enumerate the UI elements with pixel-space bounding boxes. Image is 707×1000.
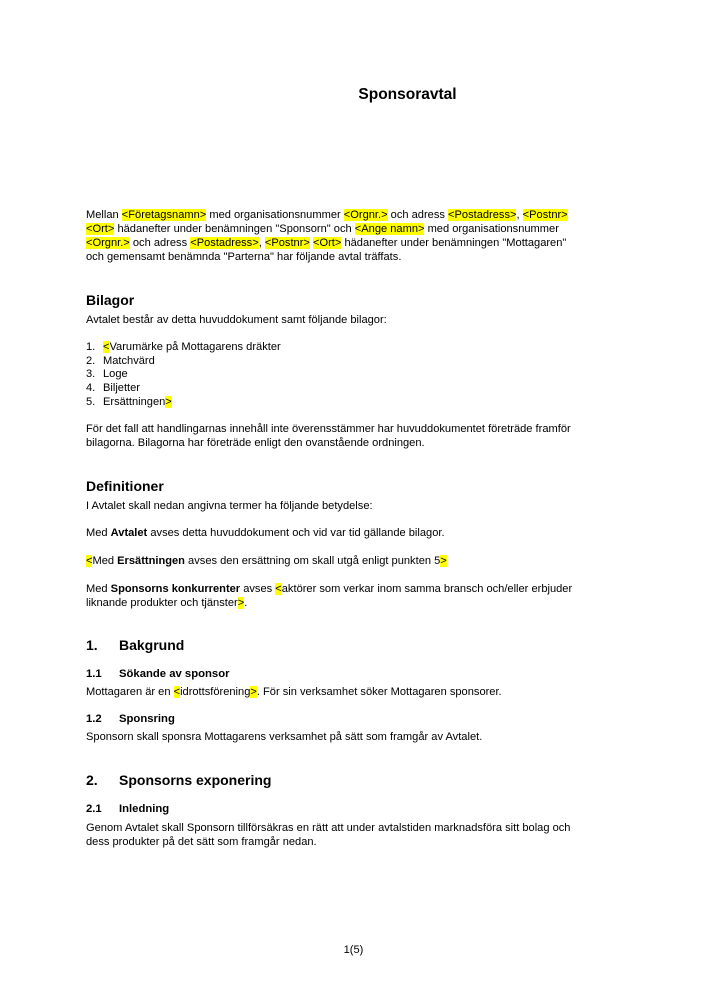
intro-line-1 [86, 208, 568, 222]
intro-text: med organisationsnummer [206, 209, 344, 221]
document-title: Sponsoravtal [358, 86, 457, 103]
subsection-text: Sponsorn skall sponsra Mottagarens verksamhet på sätt som framgår av Avtalet. [86, 731, 483, 743]
placeholder-company-name: <Företagsnamn> [121, 209, 207, 221]
section-number: 1. [86, 637, 98, 653]
list-item-label: Matchvärd [103, 355, 155, 367]
placeholder-address: <Postadress> [190, 237, 259, 249]
placeholder-postnr: <Postnr> [522, 209, 568, 221]
definition-term: Avtalet [110, 527, 148, 539]
intro-line-3 [86, 236, 566, 250]
subsection-heading: Sökande av sponsor [119, 668, 230, 680]
list-item-number: 4. [86, 382, 96, 394]
placeholder-name: <Ange namn> [354, 223, 425, 235]
section-number: 2. [86, 772, 98, 788]
definition-text: Med [86, 583, 111, 595]
intro-text: , [258, 237, 265, 249]
definition-text: avses den ersättning om skall utgå enligt punkten 5 [184, 555, 441, 567]
placeholder-address: <Postadress> [448, 209, 517, 221]
intro-text: med organisationsnummer [424, 223, 559, 235]
subsection-number: 1.1 [86, 668, 102, 680]
bilagor-intro: Avtalet består av detta huvuddokument samt följande bilagor: [86, 314, 387, 326]
intro-text: hädanefter under benämningen "Sponsorn" och [114, 223, 355, 235]
placeholder-text: idrottsförening [180, 686, 251, 698]
intro-text: och adress [129, 237, 191, 249]
list-item-label: Biljetter [103, 382, 140, 394]
list-item [86, 395, 172, 409]
intro-text: hädanefter under benämningen "Mottagaren" [341, 237, 567, 249]
placeholder-orgnr: <Orgnr.> [343, 209, 388, 221]
list-item-number: 3. [86, 368, 96, 380]
definition-text: avses [240, 583, 276, 595]
section-heading-bilagor: Bilagor [86, 292, 135, 308]
intro-text: Mellan [86, 209, 122, 221]
list-item [86, 354, 155, 368]
placeholder-orgnr: <Orgnr.> [86, 237, 130, 249]
bilagor-note-line-2: bilagorna. Bilagorna har företräde enligt den ovanstående ordningen. [86, 437, 425, 449]
list-item-label: Varumärke på Mottagarens dräkter [109, 341, 281, 353]
placeholder-open-bracket: < [103, 341, 110, 353]
definition-text: liknande produkter och tjänster [86, 597, 238, 609]
definition-text: aktörer som verkar inom samma bransch och/eller erbjuder [281, 583, 573, 595]
subsection-number: 1.2 [86, 713, 102, 725]
list-item-number: 5. [86, 396, 96, 408]
placeholder-ort: <Ort> [86, 223, 115, 235]
list-item [86, 381, 140, 395]
intro-line-4: och gemensamt benämnda "Parterna" har följande avtal träffats. [86, 251, 402, 263]
subsection-text-line-1: Genom Avtalet skall Sponsorn tillförsäkras en rätt att under avtalstiden marknadsföra sitt bolag och [86, 822, 571, 834]
placeholder-close-bracket: > [440, 555, 447, 567]
definition-konkurrenter-line-1 [86, 582, 572, 596]
definition-avtalet [86, 526, 445, 540]
list-item-number: 1. [86, 341, 96, 353]
definition-text: . [244, 597, 248, 609]
placeholder-postnr: <Postnr> [264, 237, 310, 249]
section-heading-bakgrund: Bakgrund [119, 637, 185, 653]
subsection-text [86, 685, 502, 699]
intro-text: och adress [387, 209, 449, 221]
placeholder-close-bracket: > [250, 686, 257, 698]
subsection-text-line-2: dess produkter på det sätt som framgår nedan. [86, 836, 317, 848]
placeholder-close-bracket: > [165, 396, 172, 408]
definitioner-intro: I Avtalet skall nedan angivna termer ha följande betydelse: [86, 500, 373, 512]
definition-konkurrenter-line-2 [86, 596, 247, 610]
list-item-label: Ersättningen [103, 396, 166, 408]
definition-ersattningen [86, 554, 447, 568]
placeholder-close-bracket: > [237, 597, 245, 609]
page-number: 1(5) [343, 944, 364, 956]
placeholder-open-bracket: < [86, 555, 93, 567]
placeholder-open-bracket: < [173, 686, 181, 698]
bilagor-note-line-1: För det fall att handlingarnas innehåll inte överensstämmer har huvuddokumentet företräde framför [86, 423, 571, 435]
section-heading-definitioner: Definitioner [86, 478, 164, 494]
list-item-label: Loge [103, 368, 128, 380]
paragraph-text: . För sin verksamhet söker Mottagaren sponsorer. [256, 686, 502, 698]
definition-text: Med [86, 527, 111, 539]
intro-line-2 [86, 222, 559, 236]
subsection-number: 2.1 [86, 803, 102, 815]
definition-text: avses detta huvuddokument och vid var tid gällande bilagor. [147, 527, 445, 539]
intro-text: , [516, 209, 523, 221]
subsection-heading: Inledning [119, 803, 170, 815]
placeholder-ort: <Ort> [312, 237, 342, 249]
list-item [86, 340, 281, 354]
list-item [86, 367, 128, 381]
subsection-heading: Sponsring [119, 713, 175, 725]
definition-text: Med [92, 555, 118, 567]
definition-term: Ersättningen [117, 555, 185, 567]
definition-term: Sponsorns konkurrenter [110, 583, 241, 595]
placeholder-open-bracket: < [275, 583, 282, 595]
section-heading-exponering: Sponsorns exponering [119, 772, 272, 788]
list-item-number: 2. [86, 355, 96, 367]
paragraph-text: Mottagaren är en [86, 686, 174, 698]
